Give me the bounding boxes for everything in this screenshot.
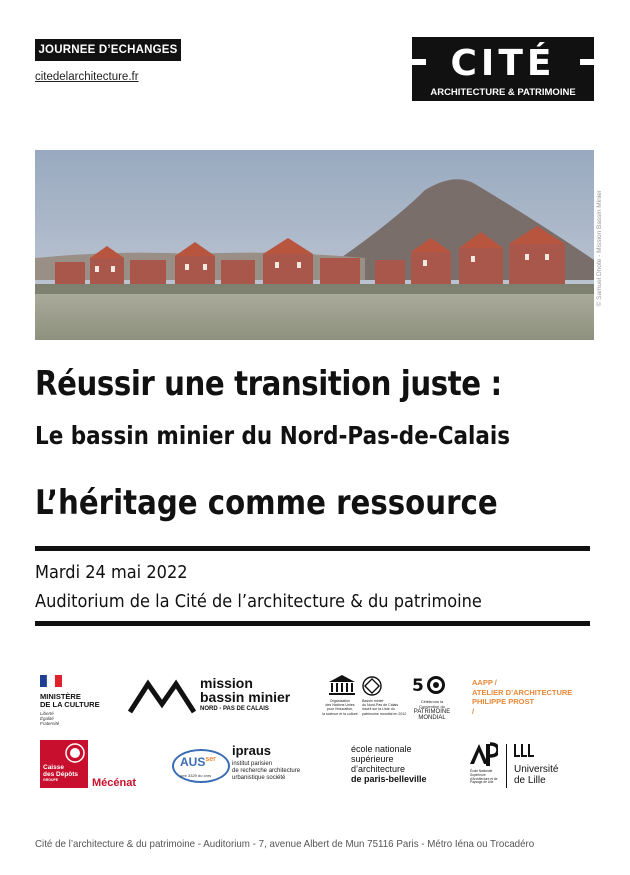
cite-logo <box>412 37 594 101</box>
event-date: Mardi 24 mai 2022 <box>35 562 188 583</box>
ensa-paris-belleville-logo: école nationale supérieure d’architecture de paris-belleville <box>351 744 427 784</box>
divider-top <box>35 546 590 551</box>
ap-monogram-icon <box>470 742 498 768</box>
event-type-label: JOURNEE D’ECHANGES <box>35 39 181 61</box>
convention-text: Célébrons la Convention du PATRIMOINE MONDIAL <box>413 699 451 721</box>
ensap-text: École Nationale Supérieure d'Architecture et de Paysage de Lille <box>470 769 498 785</box>
website-link[interactable]: citedelarchitecture.fr <box>35 71 139 83</box>
ministere-motto: Liberté Égalité Fraternité <box>40 711 60 726</box>
main-title: Réussir une transition juste : <box>35 364 502 404</box>
unesco-text: Organisation des Nations Unies pour l'éducation, la science et la culture <box>322 699 358 716</box>
landscape-photo <box>35 150 594 340</box>
event-venue: Auditorium de la Cité de l’architecture & du patrimoine <box>35 591 482 612</box>
subtitle: Le bassin minier du Nord-Pas-de-Calais <box>35 421 511 450</box>
heritage-emblem-icon <box>362 676 382 696</box>
footer-address: Cité de l’architecture & du patrimoine - Auditorium - 7, avenue Albert de Mun 75116 Paris - Métro Iéna ou Trocadéro <box>35 838 535 850</box>
convention-50-logo <box>412 674 452 722</box>
mountains-icon <box>128 678 196 714</box>
french-flag-icon <box>40 675 62 687</box>
logo-word: CITÉ <box>450 43 556 84</box>
logo-subtitle: ARCHITECTURE & PATRIMOINE <box>430 87 576 98</box>
caisse-des-depots-logo: Caisse des Dépôts GROUPE Mécénat <box>40 740 150 792</box>
photo-credit: © Samuel Dhote - Mission Bassin Minier <box>596 190 603 307</box>
unesco-logo <box>320 674 410 722</box>
ministere-name: MINISTÈRE DE LA CULTURE <box>40 692 100 709</box>
mecenat-label: Mécénat <box>92 777 137 789</box>
ausser-ipraus-logo: $AUS^{ser}$ umr 3329 du cnrs ipraus institut parisien de recherche architecture urbanistique société <box>172 743 322 787</box>
mission-bassin-minier-logo: mission bassin minier NORD - PAS DE CALAIS <box>128 676 308 716</box>
ensap-lille-universite-logo <box>470 742 580 792</box>
globe-50-icon <box>412 674 450 696</box>
bassin-inscription-text: Bassin minier du Nord-Pas de Calais inscrit sur la Liste du patrimoine mondial en 2012 <box>362 699 407 716</box>
divider-bottom <box>35 621 590 626</box>
aapp-logo: AAPP / ATELIER D’ARCHITECTURE PHILIPPE PROST / <box>472 678 573 716</box>
ministere-culture-logo <box>40 672 120 726</box>
secondary-title: L’héritage comme ressource <box>35 483 498 523</box>
universite-lille-name: Université de Lille <box>514 764 559 786</box>
lll-icon <box>514 744 534 758</box>
temple-icon <box>328 674 356 696</box>
medallion-icon <box>64 742 86 764</box>
svg-text:5: 5 <box>412 676 424 696</box>
